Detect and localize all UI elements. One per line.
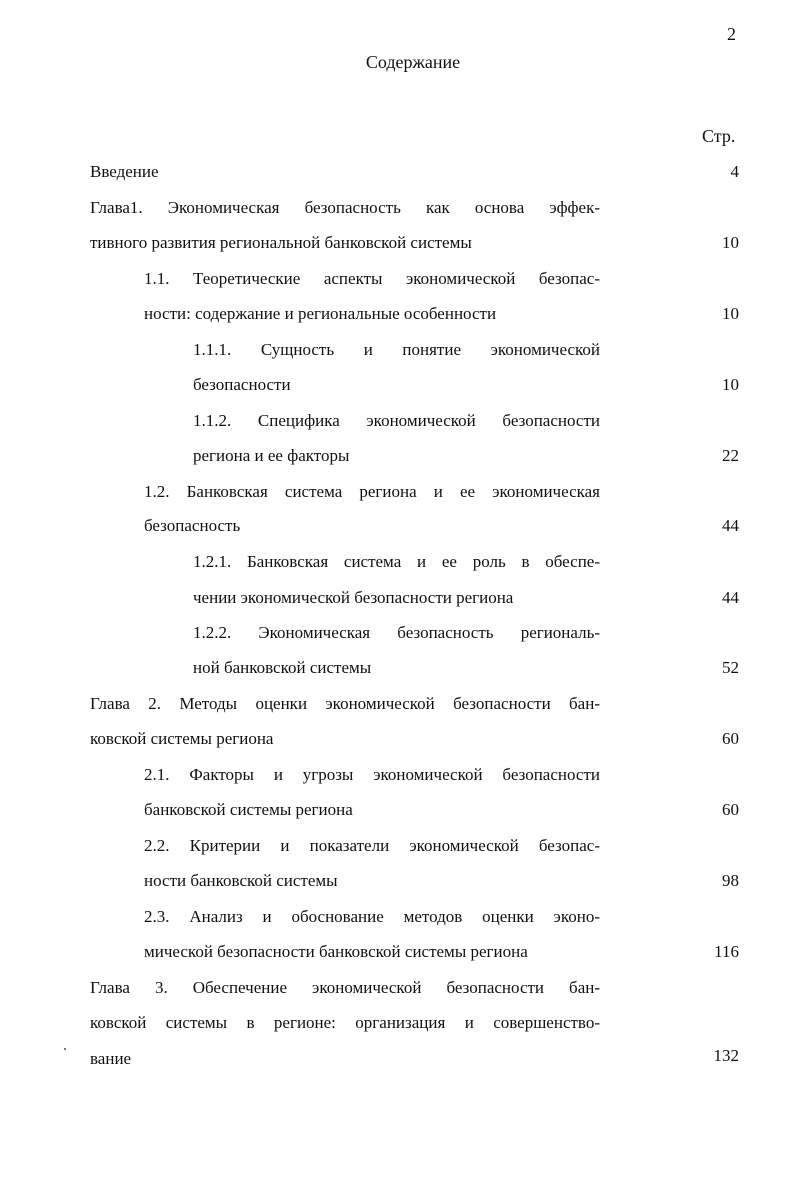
- scan-artifact-dot: [64, 1048, 66, 1050]
- toc-entry-s2-3-line2: мической безопасности банковской системы региона: [144, 942, 528, 961]
- toc-entry-s1-2-2-page: 52: [722, 658, 739, 677]
- toc-entry-s2-1-line2: банковской системы региона: [144, 800, 353, 819]
- toc-entry-s1-1-2-line2: региона и ее факторы: [193, 446, 350, 465]
- toc-entry-intro-text: Введение: [90, 162, 159, 181]
- toc-entry-ch2-line2: ковской системы региона: [90, 729, 274, 748]
- toc-entry-s1-2-1-page: 44: [722, 588, 739, 607]
- toc-entry-intro-page: 4: [730, 162, 739, 181]
- toc-entry-s1-2-1-line1: 1.2.1. Банковская система и ее роль в обеспе-: [193, 552, 600, 571]
- toc-entry-s2-2-line1: 2.2. Критерии и показатели экономической безопас-: [144, 836, 600, 855]
- page-title: Содержание: [365, 52, 461, 72]
- toc-entry-s1-1-2-page: 22: [722, 446, 739, 465]
- toc-entry-s2-2-page: 98: [722, 871, 739, 890]
- toc-entry-s1-2-page: 44: [722, 516, 739, 535]
- page-number: 2: [727, 24, 736, 44]
- toc-entry-s2-3-line1: 2.3. Анализ и обоснование методов оценки эконо-: [144, 907, 600, 926]
- toc-entry-ch3-page: 132: [713, 1046, 739, 1065]
- toc-entry-ch1-line2: тивного развития региональной банковской системы: [90, 233, 472, 252]
- toc-entry-s1-2-2-line2: ной банковской системы: [193, 658, 372, 677]
- toc-entry-s1-1-line2: ности: содержание и региональные особенности: [144, 304, 497, 323]
- toc-entry-ch2-page: 60: [722, 729, 739, 748]
- toc-entry-ch2-line1: Глава 2. Методы оценки экономической безопасности бан-: [90, 694, 600, 713]
- toc-entry-s1-1-line1: 1.1. Теоретические аспекты экономической безопас-: [144, 269, 600, 288]
- toc-entry-s1-2-line2: безопасность: [144, 516, 241, 535]
- toc-entry-s2-3-page: 116: [714, 942, 739, 961]
- toc-entry-ch3-line3: вание: [90, 1049, 132, 1068]
- toc-entry-ch1-line1: Глава1. Экономическая безопасность как основа эффек-: [90, 198, 600, 217]
- toc-entry-s1-2-2-line1: 1.2.2. Экономическая безопасность региональ-: [193, 623, 600, 642]
- toc-entry-s1-1-1-page: 10: [722, 375, 739, 394]
- toc-entry-s2-1-page: 60: [722, 800, 739, 819]
- toc-entry-s2-1-line1: 2.1. Факторы и угрозы экономической безопасности: [144, 765, 600, 784]
- toc-entry-s1-2-line1: 1.2. Банковская система региона и ее экономическая: [144, 482, 600, 501]
- pages-column-header: Стр.: [702, 126, 736, 146]
- toc-entry-ch3-line1: Глава 3. Обеспечение экономической безопасности бан-: [90, 978, 600, 997]
- toc-entry-s1-2-1-line2: чении экономической безопасности региона: [193, 588, 514, 607]
- toc-entry-s1-1-1-line1: 1.1.1. Сущность и понятие экономической: [193, 340, 600, 359]
- toc-entry-ch1-page: 10: [722, 233, 739, 252]
- toc-entry-s1-1-page: 10: [722, 304, 739, 323]
- toc-entry-s1-1-2-line1: 1.1.2. Специфика экономической безопасности: [193, 411, 600, 430]
- toc-entry-ch3-line2: ковской системы в регионе: организация и совершенство-: [90, 1013, 600, 1032]
- toc-entry-s2-2-line2: ности банковской системы: [144, 871, 338, 890]
- toc-entry-s1-1-1-line2: безопасности: [193, 375, 291, 394]
